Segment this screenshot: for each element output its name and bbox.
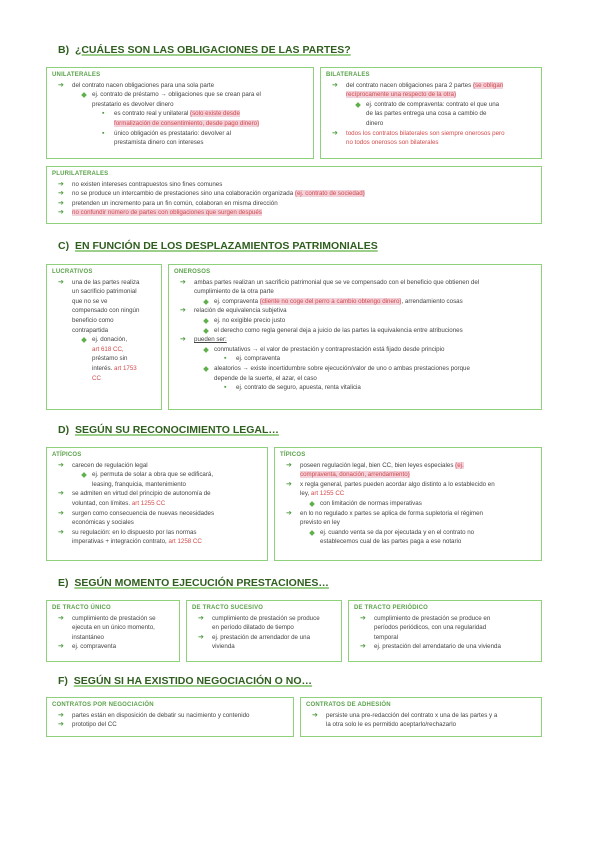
text-span: CC [92,374,101,382]
list-item [326,82,536,91]
list-item [52,355,156,364]
adhesion-box [300,697,542,737]
text-span: instantáneo [72,633,104,641]
section-title: ¿CUÁLES SON LAS OBLIGACIONES DE LAS PARTES? [74,44,351,56]
text-span: (ej. [455,461,464,469]
list-item [192,624,336,633]
list-item [52,279,156,288]
text-span: en período dilatado de tiempo [212,624,294,632]
list-item [326,120,536,129]
diamond-bullet-icon [81,472,87,478]
text-span: compensado con ningún [72,307,140,315]
box-title: DE TRACTO PERIÓDICO [354,605,429,611]
text-span: dinero [366,119,384,127]
text-span: vivienda [212,643,235,651]
list-item [174,327,536,336]
text-span: con limitación de normas imperativas [320,499,422,507]
text-span: ley, [300,490,310,498]
list-item [354,624,536,633]
list-item [52,643,174,652]
text-span: surgen como consecuencia de nuevas necesidades [72,509,215,517]
text-span: ej. donación, [92,336,128,344]
box-title: LUCRATIVOS [52,269,93,275]
arrow-icon: ➔ [286,509,292,517]
list-item [306,721,536,730]
text-span: ambas partes realizan un sacrificio patrimonial que se ve compensado con el beneficio que obtienen del [194,278,480,286]
arrow-icon: ➔ [332,81,338,89]
section-d-heading [58,424,279,436]
list-item [52,510,262,519]
tracto-unico-box [46,600,180,662]
list-item [174,375,536,384]
list-item [326,130,536,139]
list-item [52,375,156,384]
box-title: TÍPICOS [280,452,306,458]
text-span: art 1753 [114,364,137,372]
section-letter: C) [58,240,70,252]
diamond-bullet-icon [81,337,87,343]
arrow-icon: ➔ [58,509,64,517]
text-span: es contrato real y unilateral [114,110,189,118]
section-c-heading [58,240,378,252]
section-letter: F) [58,675,68,687]
list-item [52,307,156,316]
text-span: conmutativos → el valor de prestación y contraprestación está fijado desde principio [214,345,445,353]
arrow-icon: ➔ [58,528,64,536]
diamond-bullet-icon [203,366,209,372]
box-title: ONEROSOS [174,269,211,275]
text-span: que no se ve [72,297,108,305]
text-span: no todos onerosos son bilaterales [346,139,439,147]
list-item [52,471,262,480]
text-span: depende de la suerte, el azar, el caso [214,374,317,382]
list-item [326,110,536,119]
text-span: (se obligan [472,81,504,89]
arrow-icon: ➔ [58,614,64,622]
arrow-icon: ➔ [180,278,186,286]
list-item [52,120,308,129]
list-item [52,91,308,100]
list-item [52,288,156,297]
list-item [52,82,308,91]
negociacion-box [46,697,294,737]
list-item [52,190,536,199]
text-span: temporal [374,633,399,641]
arrow-icon: ➔ [180,336,186,344]
text-span: compraventa, donación, arrendamiento) [300,471,410,479]
text-span: interés. [92,364,113,372]
list-item [52,200,536,209]
list-item [280,519,536,528]
arrow-icon: ➔ [58,209,64,217]
arrow-icon: ➔ [58,643,64,651]
list-item [52,101,308,110]
text-span: art 1258 CC [168,538,202,546]
text-span: carecen de regulación legal [72,461,148,469]
list-item [52,634,174,643]
list-item [52,519,262,528]
diamond-bullet-icon [309,501,315,507]
list-item [354,643,536,652]
list-item [174,317,536,326]
arrow-icon: ➔ [360,643,366,651]
diamond-bullet-icon [203,328,209,334]
section-letter: E) [58,577,69,589]
text-span: ejecuta en un único momento, [72,624,155,632]
lucrativos-box [46,264,162,410]
text-span: contrapartida [72,326,109,334]
text-span: períodos periódicos, con una regularidad [374,624,487,632]
text-span: x regla general, partes pueden acordar algo distinto a lo establecido en [300,480,495,488]
box-title: ATÍPICOS [52,452,82,458]
list-item [174,307,536,316]
text-span: (cliente no coge del perro a cambio obtengo dinero) [259,297,402,305]
text-span: el derecho como regla general deja a juicio de las partes la equivalencia entre atribuciones [214,326,463,334]
text-span: imperativas + integración contrato, [72,538,167,546]
arrow-icon: ➔ [58,199,64,207]
text-span: la otra solo le es permitido aceptarlo/rechazarlo [326,721,457,729]
list-item [174,298,536,307]
arrow-icon: ➔ [58,721,64,729]
list-item [174,279,536,288]
list-item [52,712,288,721]
text-span: ej. compraventa [72,643,117,651]
list-item [280,481,536,490]
list-item [174,336,536,345]
list-item [280,529,536,538]
text-span: ej. permuta de solar a obra que se edificará, [92,471,214,479]
diamond-bullet-icon [203,347,209,353]
tracto-sucesivo-box [186,600,342,662]
text-span: prestatario es devolver dinero [92,100,174,108]
text-span: su regulación: en lo dispuesto por las normas [72,528,197,536]
arrow-icon: ➔ [198,614,204,622]
list-item [52,721,288,730]
text-span: beneficio como [72,316,114,324]
box-title: DE TRACTO SUCESIVO [192,605,264,611]
text-span: pueden ser: [194,336,227,344]
text-span: cumplimiento de prestación se produce [212,614,320,622]
arrow-icon: ➔ [332,129,338,137]
arrow-icon: ➔ [286,461,292,469]
list-item [52,500,262,509]
list-item [280,500,536,509]
text-span: se admiten en virtud del principio de autonomía de [72,490,211,498]
list-item [174,288,536,297]
text-span: establecemos cual de las partes paga a ese notario [320,538,462,546]
arrow-icon: ▪ [102,129,105,137]
text-span: recíprocamente una respecto de la otra) [346,91,457,99]
list-item [52,529,262,538]
text-span: ej. no exigible precio justo [214,316,286,324]
text-span: art 1255 CC [310,490,345,498]
text-span: del contrato nacen obligaciones para una sola parte [72,81,215,89]
list-item [280,510,536,519]
text-span: no existen intereses contrapuestos sino fines comunes [72,180,223,188]
text-span: prototipo del CC [72,721,117,729]
arrow-icon: ➔ [198,633,204,641]
list-item [280,490,536,499]
text-span: económicas y sociales [72,519,134,527]
text-span: en lo no regulado x partes se aplica de forma supletoria el régimen [300,509,483,517]
list-item [52,481,262,490]
list-item [52,317,156,326]
tracto-periodico-box [348,600,542,662]
list-item [52,181,536,190]
text-span: una de las partes realiza [72,278,140,286]
list-item [52,346,156,355]
text-span: art 1255 CC [131,499,166,507]
list-item [52,624,174,633]
list-item [174,365,536,374]
text-span: partes están en disposición de debatir su nacimiento y contenido [72,711,250,719]
text-span: persiste una pre-redacción del contrato x una de las partes y a [326,711,498,719]
list-item [354,634,536,643]
text-span: único obligación es prestatario: devolver al [114,129,231,137]
text-span: (ej. contrato de sociedad) [294,190,365,198]
diamond-bullet-icon [203,318,209,324]
atipicos-box [46,447,268,561]
list-item [52,110,308,119]
list-item [52,490,262,499]
text-span: relación de equivalencia subjetiva [194,307,287,315]
arrow-icon: ➔ [58,180,64,188]
list-item [52,336,156,345]
list-item [192,643,336,652]
arrow-icon: ➔ [360,614,366,622]
list-item [280,538,536,547]
diamond-bullet-icon [81,92,87,98]
text-span: ej. prestación de arrendador de una [212,633,311,641]
list-item [52,139,308,148]
text-span: , arrendamiento cosas [401,297,463,305]
section-title: SEGÚN SU RECONOCIMIENTO LEGAL… [74,424,279,436]
list-item [52,130,308,139]
section-letter: D) [58,424,70,436]
list-item [52,298,156,307]
text-span: formalización de consentimiento, desde pago dinero) [114,119,260,127]
list-item [52,209,536,218]
list-item [52,615,174,624]
list-item [52,538,262,547]
list-item [280,471,536,480]
arrow-icon: ▪ [102,110,105,118]
box-title: CONTRATOS DE ADHESIÓN [306,702,391,708]
list-item [174,346,536,355]
arrow-icon: ➔ [58,278,64,286]
tipicos-box [274,447,542,561]
text-span: art 618 CC, [92,345,124,353]
onerosos-box [168,264,542,410]
list-item [280,462,536,471]
arrow-icon: ➔ [58,190,64,198]
list-item [326,101,536,110]
text-span: ej. prestación del arrendatario de una vivienda [374,643,501,651]
arrow-icon: ▪ [224,384,227,392]
list-item [174,384,536,393]
text-span: poseen regulación legal, bien CC, bien leyes especiales [300,461,454,469]
arrow-icon: ▪ [224,355,227,363]
text-span: cumplimiento de prestación se produce en [374,614,491,622]
text-span: ej. contrato de préstamo → obligaciones que se crean para el [92,91,261,99]
diamond-bullet-icon [355,102,361,108]
section-title: EN FUNCIÓN DE LOS DESPLAZAMIENTOS PATRIMONIALES [74,240,378,252]
text-span: previsto en ley [300,519,340,527]
box-title: DE TRACTO ÚNICO [52,605,111,611]
arrow-icon: ➔ [312,711,318,719]
section-title: SEGÚN MOMENTO EJECUCIÓN PRESTACIONES… [74,577,329,589]
text-span: todos los contratos bilaterales son siempre onerosos pero [346,129,505,137]
text-span: ej. cuando venta se da por ejecutada y en el contrato no [320,528,475,536]
text-span: un sacrificio patrimonial [72,288,137,296]
list-item [326,139,536,148]
list-item [326,91,536,100]
box-title: CONTRATOS POR NEGOCIACIÓN [52,702,154,708]
list-item [52,462,262,471]
box-title: PLURILATERALES [52,171,109,177]
box-title: UNILATERALES [52,72,101,78]
text-span: de las partes entrega una cosa a cambio de [366,110,487,118]
text-span: préstamo sin [92,355,128,363]
list-item [354,615,536,624]
bilaterales-box [320,67,542,159]
list-item [174,355,536,364]
text-span: no se produce un intercambio de prestaciones sino una colaboración organizada [72,190,294,198]
list-item [192,615,336,624]
arrow-icon: ➔ [58,490,64,498]
diamond-bullet-icon [203,299,209,305]
list-item [306,712,536,721]
section-b-heading [58,44,351,56]
unilaterales-box [46,67,314,159]
text-span: cumplimiento de la otra parte [194,288,274,296]
text-span: prestamista dinero con intereses [114,139,204,147]
text-span: aleatorios → existe incertidumbre sobre ejecución/valor de uno o ambas prestaciones porque [214,364,470,372]
text-span: cumplimiento de prestación se [72,614,156,622]
text-span: leasing, franquicia, mantenimiento [92,480,186,488]
text-span: voluntad, con límites. [72,499,131,507]
list-item [192,634,336,643]
section-f-heading [58,675,312,687]
text-span: ej. contrato de seguro, apuesta, renta vitalicia [236,384,361,392]
section-letter: B) [58,44,70,56]
text-span: ej. contrato de compraventa: contrato el que una [366,100,500,108]
arrow-icon: ➔ [180,307,186,315]
text-span: ej. compraventa [214,297,259,305]
text-span: del contrato nacen obligaciones para 2 partes [346,81,472,89]
text-span: pretenden un incremento para un fin común, colaboran en misma dirección [72,199,278,207]
list-item [52,327,156,336]
arrow-icon: ➔ [58,461,64,469]
text-span: ej. compraventa [236,355,281,363]
plurilaterales-box [46,166,542,224]
diamond-bullet-icon [309,530,315,536]
arrow-icon: ➔ [58,81,64,89]
section-e-heading [58,577,329,589]
text-span: no confundir número de partes con obligaciones que surgen después [72,209,262,217]
arrow-icon: ➔ [286,480,292,488]
list-item [52,365,156,374]
box-title: BILATERALES [326,72,370,78]
text-span: (solo existe desde [190,110,240,118]
section-title: SEGÚN SI HA EXISTIDO NEGOCIACIÓN O NO… [73,675,312,687]
arrow-icon: ➔ [58,711,64,719]
